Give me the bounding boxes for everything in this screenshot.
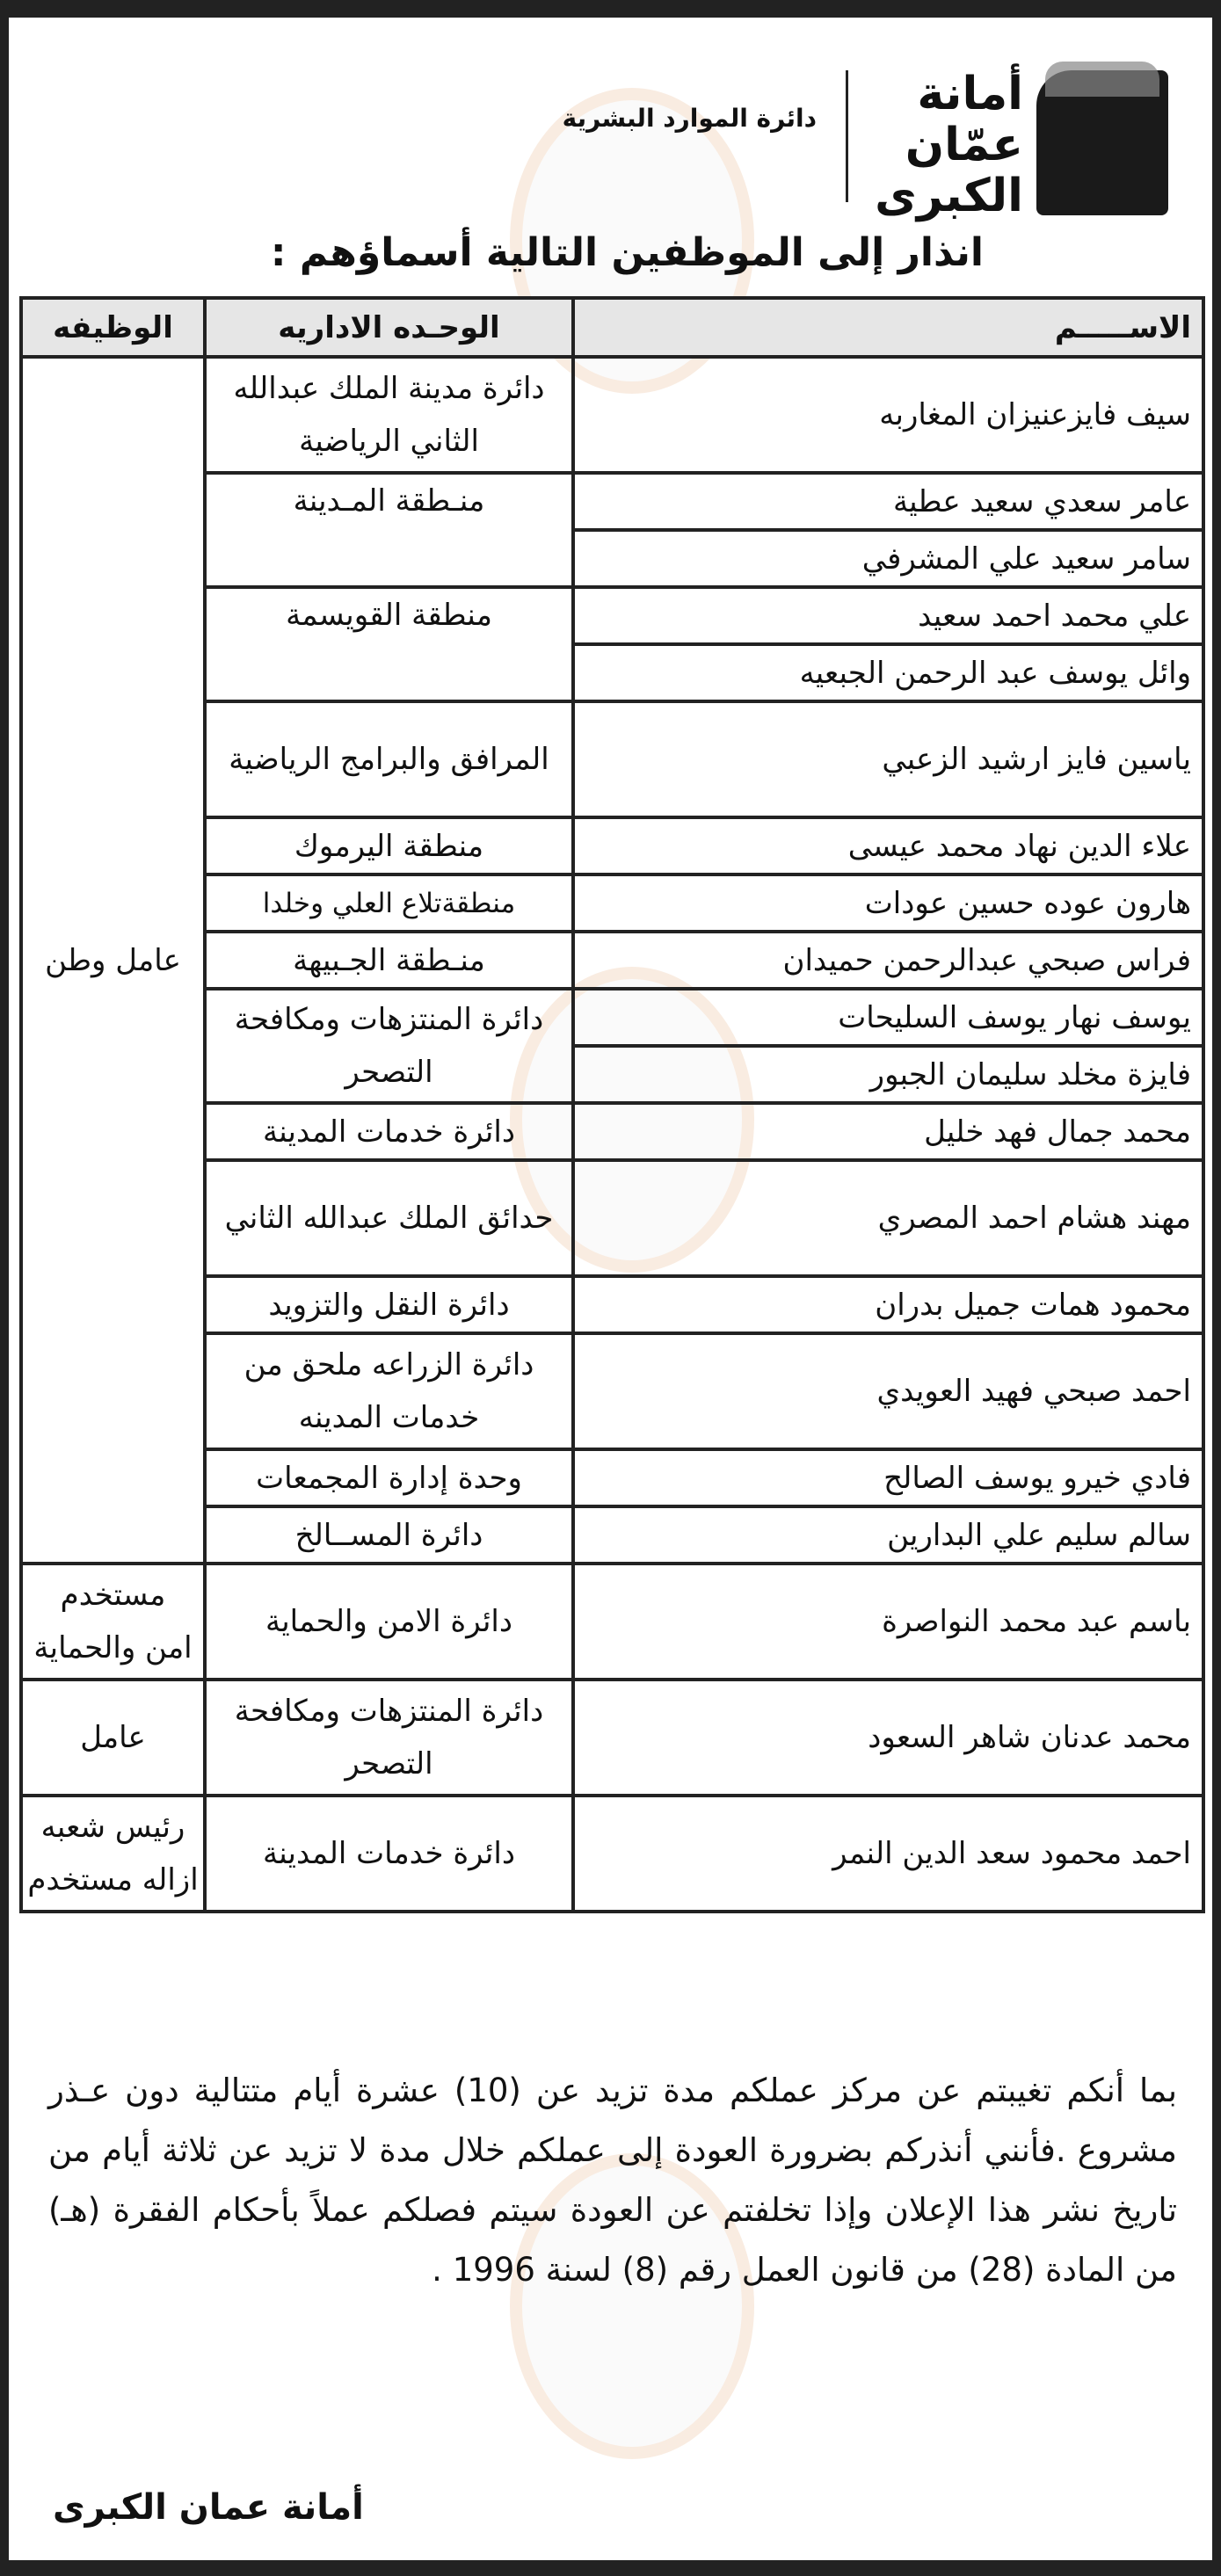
col-unit: الوحـده الاداريه bbox=[205, 298, 573, 357]
admin-unit: منطقة القويسمة bbox=[205, 587, 573, 701]
department-name: دائرة الموارد البشرية bbox=[562, 104, 817, 133]
employee-name: عامر سعدي سعيد عطية bbox=[573, 473, 1203, 530]
employee-name: احمد محمود سعد الدين النمر bbox=[573, 1796, 1203, 1912]
table-row bbox=[21, 357, 1203, 473]
admin-unit: منطقةتلاع العلي وخلدا bbox=[205, 874, 573, 932]
table-row bbox=[21, 1680, 1203, 1796]
signature: أمانة عمان الكبرى bbox=[53, 2487, 364, 2528]
job-title: مستخدم امن والحماية bbox=[21, 1564, 205, 1680]
admin-unit: منطقة اليرموك bbox=[205, 817, 573, 874]
admin-unit: دائرة مدينة الملك عبدالله الثاني الرياضية bbox=[205, 357, 573, 473]
logo-emblem-icon bbox=[1036, 70, 1168, 215]
admin-unit: دائرة المســالخ bbox=[205, 1506, 573, 1564]
table-row bbox=[21, 1796, 1203, 1912]
admin-unit: المرافق والبرامج الرياضية bbox=[205, 701, 573, 817]
employee-name: فادي خيرو يوسف الصالح bbox=[573, 1449, 1203, 1506]
col-job: الوظيفه bbox=[21, 298, 205, 357]
job-title: عامل وطن bbox=[21, 357, 205, 1564]
employee-name: مهند هشام احمد المصري bbox=[573, 1160, 1203, 1276]
employee-name: ياسين فايز ارشيد الزعبي bbox=[573, 701, 1203, 817]
logo-line: أمانة bbox=[917, 68, 1023, 120]
admin-unit: دائرة الزراعه ملحق من خدمات المدينه bbox=[205, 1333, 573, 1449]
employee-name: علي محمد احمد سعيد bbox=[573, 587, 1203, 644]
employee-name: يوسف نهار يوسف السليحات bbox=[573, 989, 1203, 1046]
admin-unit: وحدة إدارة المجمعات bbox=[205, 1449, 573, 1506]
employee-name: احمد صبحي فهيد العويدي bbox=[573, 1333, 1203, 1449]
employee-name: باسم عبد محمد النواصرة bbox=[573, 1564, 1203, 1680]
logo-line: الكبرى bbox=[875, 170, 1023, 222]
employee-name: هارون عوده حسين عودات bbox=[573, 874, 1203, 932]
table-header bbox=[21, 298, 1203, 357]
notice-body: بما أنكم تغيبتم عن مركز عملكم مدة تزيد عن (10) عشرة أيام متتالية دون عـذر مشروع .فأنني أنذركم بضرورة العودة إلى عملكم خلال مدة لا تزيد عن ثلاثة أيام من تاريخ نشر هذا الإعلان وإذا تخلفتم عن العودة سيتم فصلكم عملاً بأحكام الفقرة (هـ) من المادة (28) من قانون العمل رقم (8) لسنة 1996 . bbox=[48, 2072, 1177, 2289]
employee-name: فراس صبحي عبدالرحمن حميدان bbox=[573, 932, 1203, 989]
employee-name: محمد عدنان شاهر السعود bbox=[573, 1680, 1203, 1796]
admin-unit: دائرة النقل والتزويد bbox=[205, 1276, 573, 1333]
job-title: عامل bbox=[21, 1680, 205, 1796]
admin-unit: منـطقة المـدينة bbox=[205, 473, 573, 587]
employee-name: محمود همات جميل بدران bbox=[573, 1276, 1203, 1333]
admin-unit: منـطقة الجـبيهة bbox=[205, 932, 573, 989]
logo-text bbox=[875, 69, 1023, 221]
employee-name: فايزة مخلد سليمان الجبور bbox=[573, 1046, 1203, 1103]
notice-title: انذار إلى الموظفين التالية أسماؤهم : bbox=[270, 230, 984, 275]
employee-name: سيف فايزعنيزان المغاربه bbox=[573, 357, 1203, 473]
admin-unit: دائرة خدمات المدينة bbox=[205, 1103, 573, 1160]
admin-unit: دائرة المنتزهات ومكافحة التصحر bbox=[205, 989, 573, 1103]
employee-name: محمد جمال فهد خليل bbox=[573, 1103, 1203, 1160]
admin-unit: حدائق الملك عبدالله الثاني bbox=[205, 1160, 573, 1276]
admin-unit: دائرة الامن والحماية bbox=[205, 1564, 573, 1680]
col-name: الاســـــم bbox=[573, 298, 1203, 357]
admin-unit: دائرة خدمات المدينة bbox=[205, 1796, 573, 1912]
employee-name: علاء الدين نهاد محمد عيسى bbox=[573, 817, 1203, 874]
employees-table bbox=[19, 296, 1205, 1913]
table-row bbox=[21, 1564, 1203, 1680]
header-divider bbox=[846, 70, 848, 202]
job-title: رئيس شعبه ازاله مستخدم bbox=[21, 1796, 205, 1912]
employee-name: وائل يوسف عبد الرحمن الجبعيه bbox=[573, 644, 1203, 701]
admin-unit: دائرة المنتزهات ومكافحة التصحر bbox=[205, 1680, 573, 1796]
amman-municipality-logo bbox=[817, 53, 1168, 229]
employee-name: سامر سعيد علي المشرفي bbox=[573, 530, 1203, 587]
employee-name: سالم سليم علي البدارين bbox=[573, 1506, 1203, 1564]
logo-line: عمّان bbox=[905, 119, 1023, 171]
